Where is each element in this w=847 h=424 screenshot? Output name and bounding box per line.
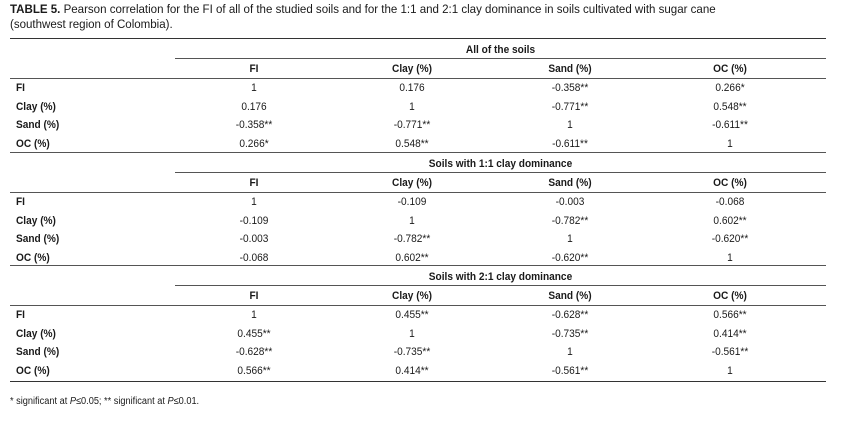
table-cell: 1 [567, 346, 573, 358]
table-cell: 0.176 [399, 82, 425, 94]
table-cell: -0.003 [555, 196, 585, 208]
table-cell: 0.548** [713, 100, 747, 113]
table-cell: -0.561** [551, 364, 589, 377]
table-cell: -0.771** [393, 119, 431, 131]
table-row [10, 343, 826, 361]
table-cell: 0.548** [395, 137, 429, 150]
table-cell: 1 [727, 137, 733, 150]
table-caption-text: Pearson correlation for the FI of all of the studied soils and for the 1:1 and 2:1 clay dominance in soils cultivated with sugar cane (southwest region of Colombia). [10, 2, 716, 31]
table-cell: 1 [567, 119, 573, 131]
table-cell: -0.003 [239, 233, 269, 245]
row-label: Sand (%) [16, 233, 60, 245]
table-cell: 0.266* [239, 137, 269, 150]
table-row [10, 193, 826, 211]
table-row [10, 135, 826, 153]
table-cell: 0.566** [713, 309, 747, 321]
table-cell: 1 [409, 100, 415, 113]
table-cell: -0.771** [551, 100, 589, 113]
table-cell: 1 [409, 327, 415, 340]
table-cell: -0.782** [551, 214, 589, 227]
table-cell: 1 [251, 309, 257, 321]
column-header: FI [249, 177, 259, 189]
header-row [10, 287, 826, 305]
table-cell: 1 [409, 214, 415, 227]
table-cell: 0.266* [715, 82, 745, 94]
column-header: FI [249, 63, 259, 75]
table-cell: -0.109 [239, 214, 269, 227]
table-cell: -0.611** [712, 119, 748, 131]
table-row [10, 79, 826, 97]
table-cell: 1 [727, 251, 733, 264]
section-title-rule [175, 58, 826, 59]
row-label: OC (%) [16, 137, 50, 150]
row-label: OC (%) [16, 251, 50, 264]
header-row [10, 60, 826, 78]
table-caption [10, 2, 768, 32]
table-row [10, 116, 826, 134]
section-title: Soils with 1:1 clay dominance [428, 158, 573, 170]
table-cell: -0.620** [551, 251, 589, 264]
column-header: Clay (%) [392, 177, 432, 189]
table-cell: -0.068 [239, 251, 269, 264]
row-label: FI [16, 309, 25, 321]
table-row [10, 362, 826, 380]
table-top-rule [10, 38, 826, 39]
table-cell: -0.628** [551, 309, 589, 321]
column-header: Sand (%) [548, 290, 592, 302]
row-label: Sand (%) [16, 119, 60, 131]
column-header: Sand (%) [548, 177, 592, 189]
section-divider [10, 152, 826, 153]
column-header: Sand (%) [548, 63, 592, 75]
table-cell: -0.358** [551, 82, 589, 94]
table-cell: 0.414** [713, 327, 747, 340]
table-label: TABLE 5. [10, 2, 61, 16]
section-title-rule [175, 285, 826, 286]
section-title: Soils with 2:1 clay dominance [428, 271, 573, 283]
table-cell: 0.455** [237, 327, 271, 340]
table-cell: 0.602** [713, 214, 747, 227]
column-header: OC (%) [713, 290, 747, 302]
table-cell: -0.068 [715, 196, 745, 208]
column-header: OC (%) [713, 177, 747, 189]
table-cell: 1 [567, 233, 573, 245]
table-row [10, 325, 826, 343]
table-row [10, 98, 826, 116]
table-cell: 1 [727, 364, 733, 377]
table-cell: 1 [251, 82, 257, 94]
table-cell: -0.109 [397, 196, 427, 208]
row-label: Clay (%) [16, 100, 56, 113]
row-label: FI [16, 82, 25, 94]
table-cell: -0.611** [552, 137, 588, 150]
table-cell: 0.455** [395, 309, 429, 321]
table-row [10, 306, 826, 324]
table-cell: 1 [251, 196, 257, 208]
row-label: Sand (%) [16, 346, 60, 358]
section-divider [10, 265, 826, 266]
table-cell: 0.602** [395, 251, 429, 264]
row-label: FI [16, 196, 25, 208]
section-title-rule [175, 172, 826, 173]
table-bottom-rule [10, 381, 826, 382]
row-label: OC (%) [16, 364, 50, 377]
table-row [10, 249, 826, 267]
header-row [10, 174, 826, 192]
row-label: Clay (%) [16, 327, 56, 340]
row-label: Clay (%) [16, 214, 56, 227]
table-row [10, 212, 826, 230]
table-cell: -0.735** [551, 327, 589, 340]
column-header: FI [249, 290, 259, 302]
footnote: * significant at P≤0.05; ** significant at P≤0.01. [10, 396, 200, 407]
table-cell: -0.561** [711, 346, 749, 358]
table-cell: -0.782** [393, 233, 431, 245]
table-cell: 0.176 [241, 100, 267, 113]
column-header: Clay (%) [392, 63, 432, 75]
column-header: OC (%) [713, 63, 747, 75]
table-cell: -0.628** [235, 346, 273, 358]
table-row [10, 230, 826, 248]
section-title: All of the soils [465, 44, 536, 56]
table-cell: -0.358** [235, 119, 273, 131]
column-header: Clay (%) [392, 290, 432, 302]
table-cell: -0.620** [711, 233, 749, 245]
table-cell: -0.735** [393, 346, 431, 358]
table-cell: 0.566** [237, 364, 271, 377]
table-cell: 0.414** [395, 364, 429, 377]
